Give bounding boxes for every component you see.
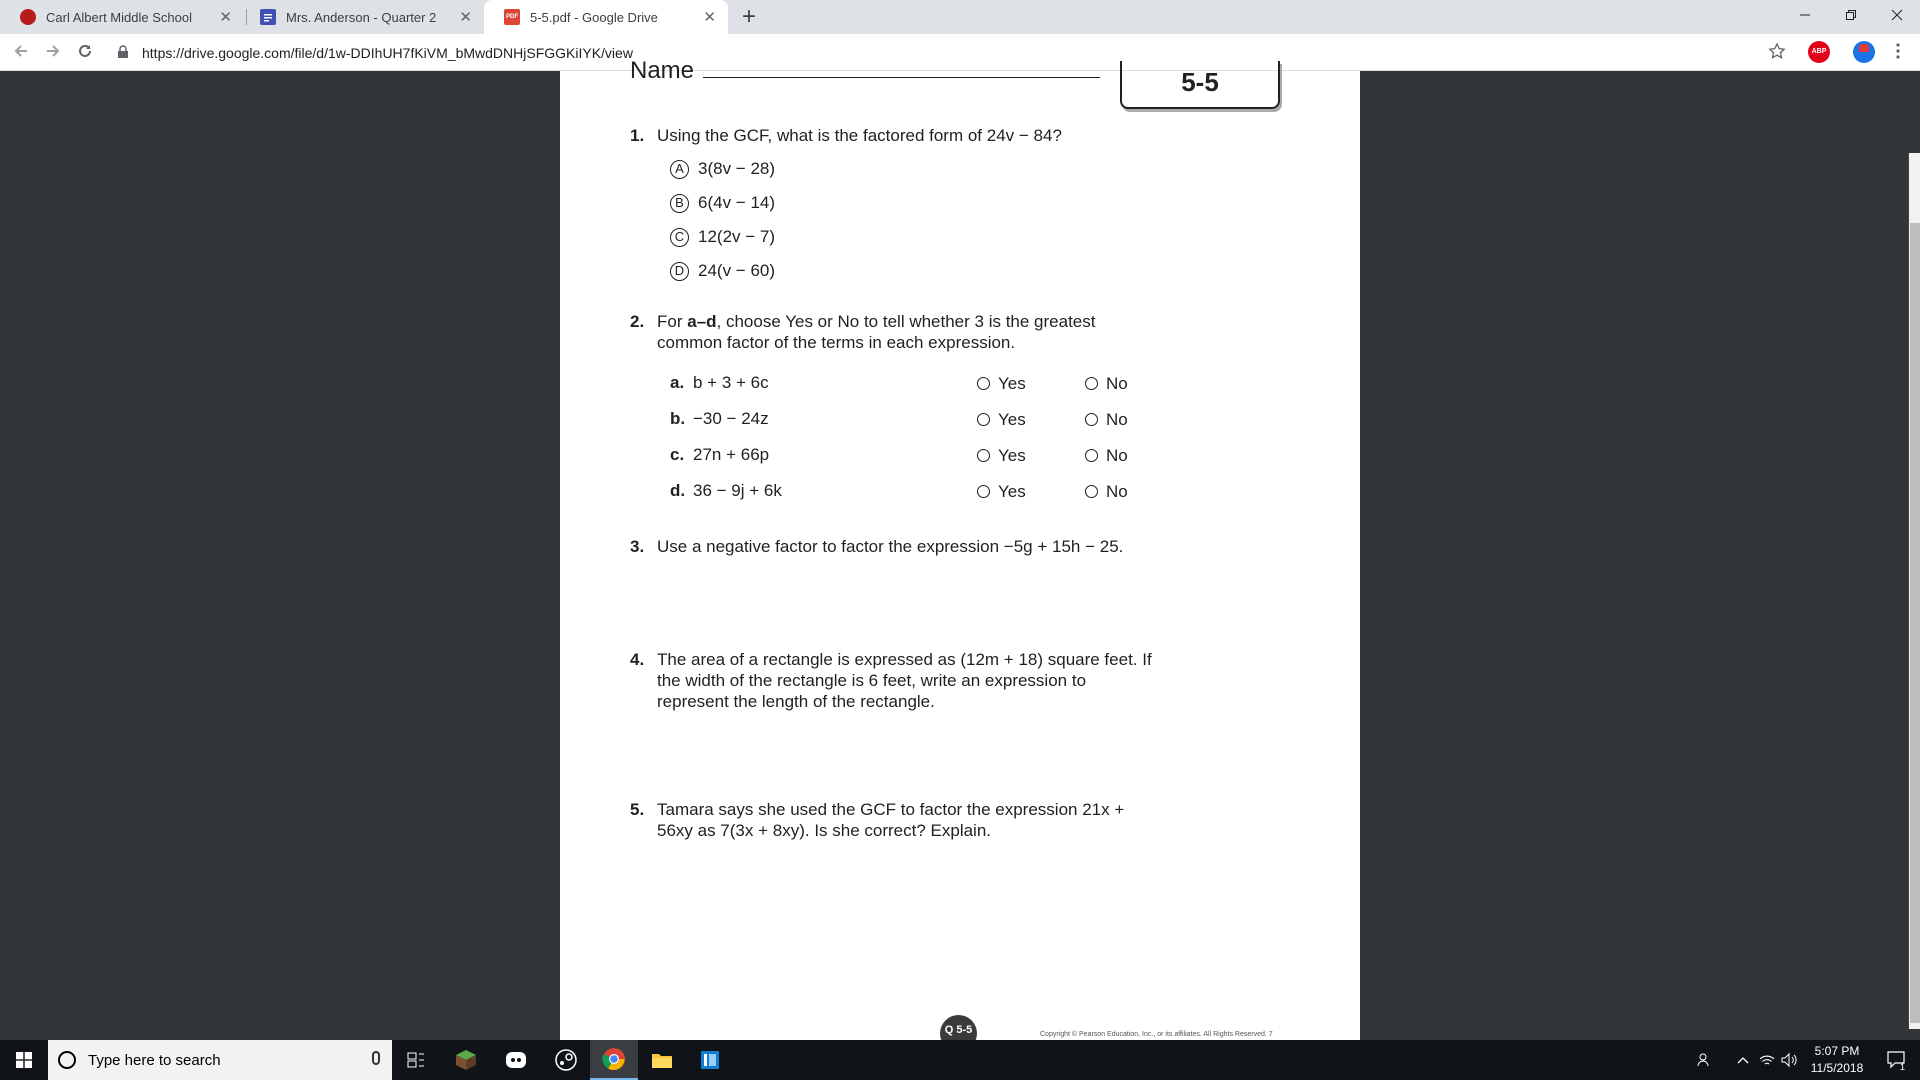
tab-strip [0, 0, 1920, 34]
option-a [670, 159, 775, 179]
yes-radio[interactable] [977, 485, 990, 498]
no-label: No [1106, 410, 1128, 429]
question-text: The area of a rectangle is expressed as (12m + 18) square feet. If the width of the rectangle is 6 feet, write an expression to represent the length of the rectangle. [657, 650, 1152, 711]
yes-radio[interactable] [977, 377, 990, 390]
copyright-text: Copyright © Pearson Education, Inc., or its affiliates. All Rights Reserved. 7 [1040, 1031, 1273, 1038]
no-label: No [1106, 446, 1128, 465]
part-expression: −30 − 24z [693, 409, 769, 428]
clock-date: 11/5/2018 [1810, 1061, 1864, 1075]
tab-title: Carl Albert Middle School [46, 9, 192, 25]
part-expression: 36 − 9j + 6k [693, 481, 782, 500]
part-c-row [670, 445, 1150, 467]
scrollbar[interactable] [1908, 153, 1920, 1029]
yes-label: Yes [998, 374, 1026, 393]
part-d-row [670, 481, 1150, 503]
option-b [670, 193, 775, 213]
option-text: 24(v − 60) [698, 261, 776, 280]
tab-title: 5-5.pdf - Google Drive [530, 9, 658, 25]
lock-icon [118, 46, 134, 61]
browser-toolbar [0, 34, 1920, 71]
part-a-row [670, 373, 1150, 395]
question-number: 1. [630, 126, 645, 145]
extension-icon[interactable] [1853, 41, 1875, 63]
option-letter: D [670, 262, 689, 281]
close-tab-icon[interactable]: ✕ [703, 9, 716, 26]
forward-icon[interactable] [40, 40, 66, 66]
google-forms-icon [260, 9, 276, 25]
option-letter: B [670, 194, 689, 213]
chrome-menu-icon[interactable] [1888, 40, 1908, 66]
minimize-button[interactable] [1782, 0, 1828, 30]
no-label: No [1106, 374, 1128, 393]
chevron-up-icon[interactable] [1730, 1040, 1756, 1080]
file-explorer-icon[interactable] [638, 1040, 686, 1080]
taskbar-search-box[interactable] [48, 1040, 392, 1080]
search-placeholder: Type here to search [88, 1051, 221, 1069]
school-logo-icon [20, 9, 36, 25]
close-tab-icon[interactable]: ✕ [459, 9, 472, 26]
quiz-code-badge: Q 5-5 [940, 1015, 977, 1052]
question-number: 5. [630, 800, 645, 819]
pdf-icon: PDF [504, 9, 520, 25]
bookmark-star-icon[interactable] [1764, 40, 1790, 66]
store-icon[interactable] [686, 1040, 734, 1080]
windows-taskbar [0, 1040, 1920, 1080]
pdf-page [560, 57, 1360, 1040]
new-tab-button[interactable]: + [741, 3, 756, 30]
question-text-pre: For [657, 312, 688, 331]
yes-label: Yes [998, 482, 1026, 501]
question-text: Tamara says she used the GCF to factor the expression 21x + 56xy as 7(3x + 8xy). Is she correct? Explain. [657, 800, 1125, 840]
part-expression: b + 3 + 6c [693, 373, 769, 392]
taskbar-clock[interactable] [1800, 1043, 1874, 1077]
notification-count: 1 [1900, 1062, 1906, 1072]
yes-label: Yes [998, 410, 1026, 429]
steam-icon[interactable] [542, 1040, 590, 1080]
tab-title: Mrs. Anderson - Quarter 2 [286, 9, 437, 25]
option-letter: C [670, 228, 689, 247]
wifi-icon[interactable] [1756, 1040, 1778, 1080]
reload-icon[interactable] [72, 40, 98, 66]
option-text: 12(2v − 7) [698, 227, 776, 246]
part-label: c. [670, 445, 685, 464]
name-label: Name [630, 57, 695, 84]
discord-icon[interactable] [492, 1040, 540, 1080]
no-radio[interactable] [1085, 485, 1098, 498]
pdf-viewer[interactable] [0, 57, 1920, 1040]
part-b-row [670, 409, 1150, 431]
close-tab-icon[interactable]: ✕ [219, 9, 232, 26]
action-center-icon[interactable] [1874, 1040, 1920, 1080]
question-number: 3. [630, 537, 645, 556]
people-icon[interactable] [1690, 1040, 1720, 1080]
cortana-icon [58, 1051, 76, 1069]
adblock-extension-icon[interactable]: ABP [1808, 41, 1830, 63]
yes-radio[interactable] [977, 413, 990, 426]
restore-button[interactable] [1828, 0, 1874, 30]
part-label: a. [670, 373, 685, 392]
clock-time: 5:07 PM [1814, 1044, 1860, 1058]
no-radio[interactable] [1085, 413, 1098, 426]
part-label: d. [670, 481, 686, 500]
chrome-icon[interactable] [590, 1040, 638, 1080]
address-bar[interactable] [108, 39, 1782, 67]
question-text-post: , choose Yes or No to tell whether 3 is the greatest common factor of the terms in each expression. [657, 312, 1096, 352]
lesson-number: 5-5 [1120, 61, 1280, 109]
question-text-bold: a–d [687, 312, 717, 331]
tab-carl-albert[interactable] [0, 0, 244, 34]
no-radio[interactable] [1085, 377, 1098, 390]
option-letter: A [670, 160, 689, 179]
back-icon[interactable] [8, 40, 34, 66]
option-d [670, 261, 775, 281]
yes-label: Yes [998, 446, 1026, 465]
question-text: Use a negative factor to factor the expression −5g + 15h − 25. [657, 537, 1124, 556]
task-view-icon[interactable] [392, 1040, 440, 1080]
part-expression: 27n + 66p [693, 445, 770, 464]
name-line [703, 77, 1100, 78]
volume-icon[interactable] [1778, 1040, 1800, 1080]
question-text [657, 311, 1157, 353]
no-label: No [1106, 482, 1128, 501]
part-label: b. [670, 409, 686, 428]
option-c [670, 227, 775, 247]
question-number: 2. [630, 312, 645, 331]
close-window-button[interactable] [1874, 0, 1920, 30]
tab-mrs-anderson[interactable] [240, 0, 484, 34]
question-number: 4. [630, 650, 645, 669]
question-text: Using the GCF, what is the factored form of 24v − 84? [657, 126, 1062, 145]
tab-google-drive-pdf[interactable] [484, 0, 728, 34]
minecraft-icon[interactable] [442, 1040, 490, 1080]
windows-start-icon[interactable] [0, 1040, 48, 1080]
yes-radio[interactable] [977, 449, 990, 462]
option-text: 6(4v − 14) [698, 193, 776, 212]
microphone-icon[interactable] [372, 1051, 380, 1065]
no-radio[interactable] [1085, 449, 1098, 462]
url-text: https://drive.google.com/file/d/1w-DDIhUH7fKiVM_bMwdDNHjSFGGKiIYK/view [142, 45, 633, 61]
scrollbar-thumb[interactable] [1910, 223, 1920, 1023]
option-text: 3(8v − 28) [698, 159, 776, 178]
